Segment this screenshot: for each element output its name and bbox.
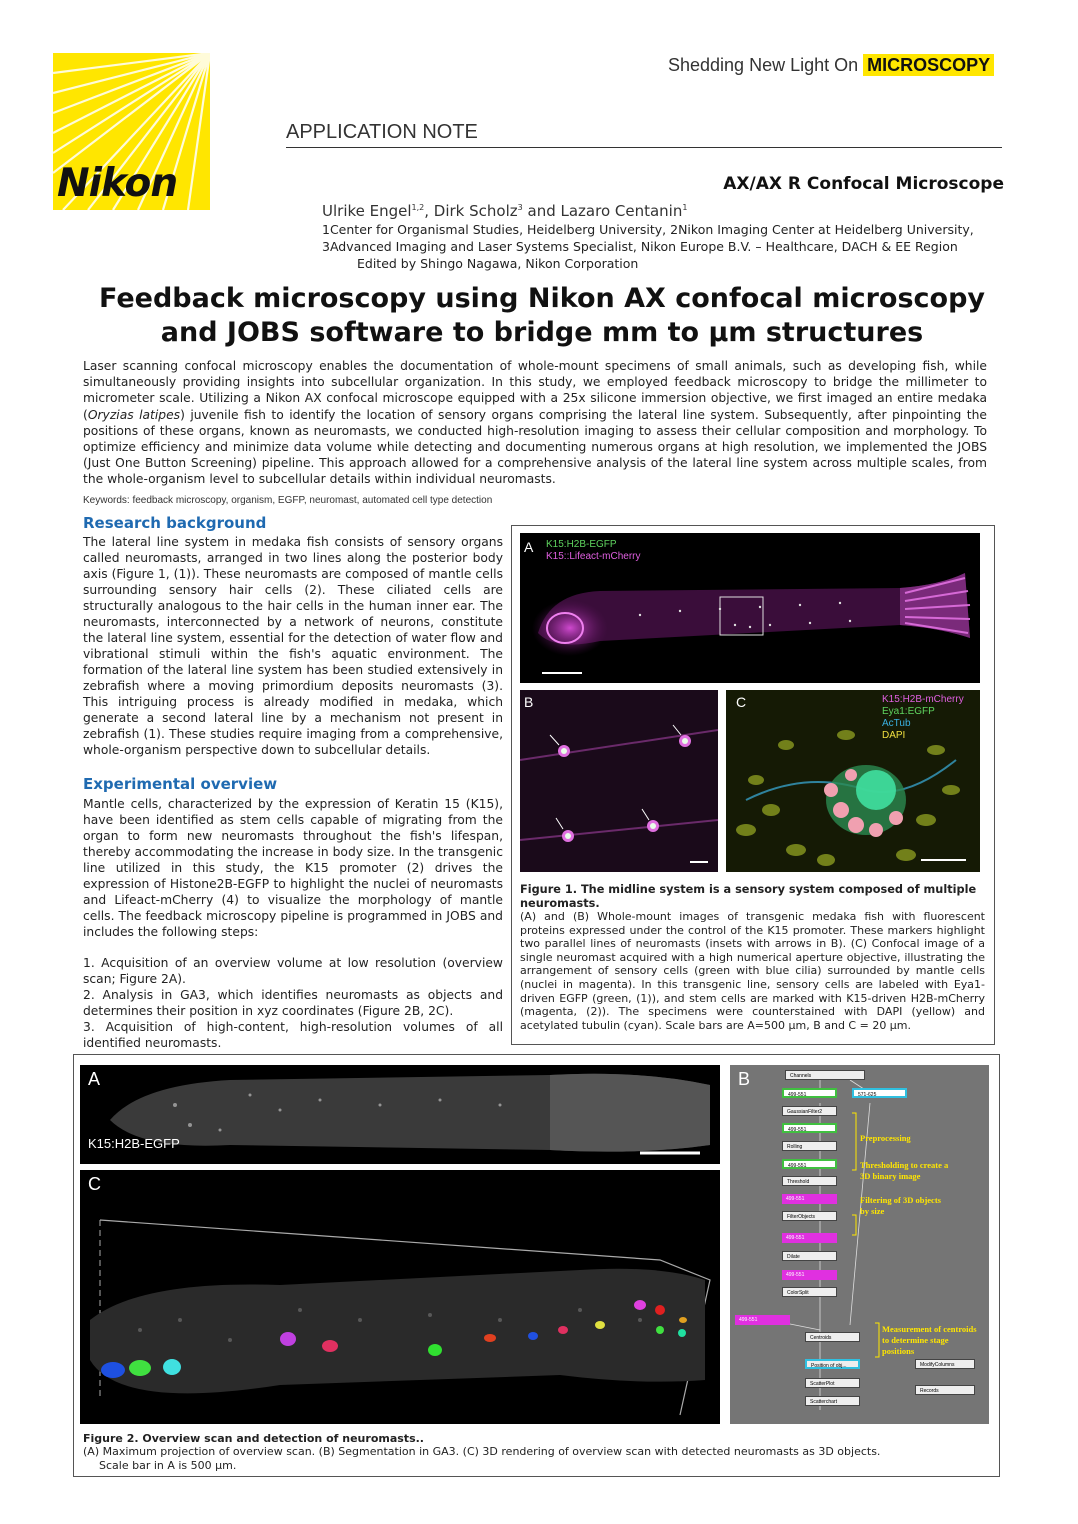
- tagline-prefix: Shedding New Light On: [668, 55, 859, 75]
- title-line-2: and JOBS software to bridge mm to µm structures: [160, 317, 924, 348]
- legend-k15-h2b-egfp: K15:H2B-EGFP: [546, 539, 617, 550]
- abstract-part-1: Laser scanning confocal microscopy enables the documentation of whole-mount specimens of small animals, such as developing fish, while simultaneously providing insights into subcellular organization. In this study, we employed feedback microscopy to bridge the millimeter to micrometer scale. Utilizing a Nikon AX confocal microscope equipped with a 25x silicone immersion objective, we first imaged an entire medaka (: [83, 359, 987, 422]
- figure-1-label-c: C: [736, 694, 747, 710]
- annotation-centroids-1: Measurement of centroids: [882, 1324, 977, 1334]
- research-text: The lateral line system in medaka fish consists of sensory organs called neuromasts, arranged in two lines along the posterior body axis (Figure 1, (1)). These neuromasts are composed of mantle cells surrounding sensory hair cells (2). These ciliated cells are structurally analogous to the hair cells in the human inner ear. The neuromasts, interconnected by a network of neurons, constitute the lateral line system, essential for the detection of water flow and vibrational stimuli within the fish's aquatic environment. The formation of the lateral line system has been studied extensively in zebrafish where a moving primordium deposits neuromasts (3). This intriguing process is already modified in medaka, which generate a second lateral line by a mechanism not present in zebrafish (1). These studies require imaging from a comprehensive, whole-organism perspective down to subcellular details.: [83, 535, 503, 757]
- editor: Edited by Shingo Nagawa, Nikon Corporation: [357, 256, 639, 271]
- legend-k15-lifeact-mcherry: K15::Lifeact-mCherry: [546, 551, 641, 562]
- document-type: APPLICATION NOTE: [286, 121, 478, 143]
- title-line-1: Feedback microscopy using Nikon AX confocal microscopy: [98, 283, 986, 314]
- authors: Ulrike Engel$^{1,2}$, Dirk Scholz$^3$ and Lazaro Centanin$^1$: [322, 202, 688, 220]
- figure-2-caption-title: Figure 2. Overview scan and detection of neuromasts..: [83, 1432, 424, 1445]
- legend-actub: AcTub: [882, 718, 911, 729]
- step-2: 2. Analysis in GA3, which identifies neuromasts as objects and determines their position in xyz coordinates (Figure 2B, 2C).: [83, 988, 503, 1018]
- annotation-centroids-3: positions: [882, 1346, 915, 1356]
- annotation-filter-2: by size: [860, 1206, 885, 1216]
- abstract: [83, 358, 987, 488]
- figure-2-label-b: B: [738, 1069, 751, 1089]
- flow-node-ch1: 499-551: [782, 1088, 837, 1098]
- figure-1-label-b: B: [524, 694, 534, 710]
- product-name: AX/AX R Confocal Microscope: [723, 174, 1004, 194]
- flow-node-modify: ModifyColumns: [915, 1359, 975, 1369]
- figure-1-panel-b: [520, 690, 718, 872]
- flow-node-dilate: Dilate: [782, 1251, 837, 1261]
- tagline-highlight: MICROSCOPY: [863, 54, 994, 76]
- header-divider: [286, 147, 1002, 148]
- flow-node-centroids: Centroids: [805, 1332, 860, 1342]
- flow-node-2: 499-551: [782, 1123, 837, 1133]
- annotation-centroids-2: to determine stage: [882, 1335, 949, 1345]
- figure-2-panel-a: [80, 1065, 720, 1164]
- flow-connectors-icon: [730, 1065, 989, 1424]
- page-title: [60, 282, 1024, 350]
- flow-node-rolling: Rolling: [782, 1141, 837, 1151]
- label-k15-h2b-egfp: K15:H2B-EGFP: [88, 1136, 180, 1151]
- experimental-text: Mantle cells, characterized by the expression of Keratin 15 (K15), have been identified as stem cells capable of migrating from the organ to form new neuromasts throughout the fish's lifespan, thereby accommodating the increase in body size. In the transgenic line utilized in this study, the K15 promoter (2) drives the expression of Histone2B-EGFP to highlight the nuclei of neuromasts and Lifeact-mCherry (4) to visualize the morphology of mantle cells. The feedback microscopy pipeline is programmed in JOBS and includes the following steps:: [83, 797, 503, 939]
- abstract-part-2: ) juvenile fish to identify the location of sensory organs comprising the lateral line system. Subsequently, after pinpointing the positions of these organs, known as neuromasts, we conducted high-resolution imaging to assess their cellular composition and morphology. To optimize efficiency and minimize data volume while detecting and documenting numerous organs at high resolution, we implemented the JOBS (Just One Button Screening) pipeline. This approach allowed for a comprehensive analysis of the lateral line system across multiple scales, from the whole-organism level to subcellular details within individual neuromasts.: [83, 407, 987, 487]
- figure-1-panel-c: [726, 690, 980, 872]
- nikon-logo: [53, 53, 210, 210]
- single-neuromast-icon: [726, 690, 980, 872]
- flow-node-6: 499-551: [782, 1194, 837, 1204]
- flow-node-8: 499-551: [782, 1233, 837, 1243]
- legend-k15-h2b-mcherry: K15:H2B-mCherry: [882, 694, 964, 705]
- figure-2-caption-line-1: (A) Maximum projection of overview scan. (B) Segmentation in GA3. (C) 3D rendering of overview scan with detected neuromasts as 3D objects.: [83, 1445, 881, 1458]
- flow-node-position: Position of obj...: [805, 1359, 860, 1369]
- neuromast-lines-icon: [520, 690, 718, 872]
- figure-2-caption-line-2: Scale bar in A is 500 µm.: [99, 1459, 237, 1472]
- affiliation-1: 1Center for Organismal Studies, Heidelberg University, 2Nikon Imaging Center at Heidelberg University,: [322, 222, 974, 237]
- affiliation-2: 3Advanced Imaging and Laser Systems Specialist, Nikon Europe B.V. – Healthcare, DACH & EE Region: [322, 239, 958, 254]
- logo-wordmark: Nikon: [57, 161, 178, 206]
- flow-node-channels: Channels: [785, 1070, 865, 1080]
- flow-node-4: 499-551: [782, 1159, 837, 1169]
- keywords: Keywords: feedback microscopy, organism, EGFP, neuromast, automated cell type detection: [83, 495, 493, 506]
- flow-node-gaussian: GaussianFilter2: [782, 1106, 837, 1116]
- abstract-species: Oryzias latipes: [87, 407, 181, 422]
- annotation-threshold-1: Thresholding to create a: [860, 1160, 949, 1170]
- step-1: 1. Acquisition of an overview volume at low resolution (overview scan; Figure 2A).: [83, 956, 503, 986]
- flow-node-filter: FilterObjects: [782, 1211, 837, 1221]
- figure-1-panel-a: [520, 533, 980, 683]
- figure-2-caption: [83, 1445, 983, 1473]
- flow-node-10: 499-551: [782, 1270, 837, 1280]
- figure-1-caption: (A) and (B) Whole-mount images of transgenic medaka fish with fluorescent proteins expressed under the control of the K15 promoter. These markers highlight two parallel lines of neuromasts (insets with arrows in B). (C) Confocal image of a single neuromast acquired with a high numerical aperture objective, illustrating the arrangement of sensory cells (green with blue cilia) surrounded by mantle cells (nuclei in magenta). In this transgenic line, sensory cells are labeled with Eya1-driven EGFP (green, (1)), and stem cells are marked with K15-driven H2B-mCherry (magenta, (2)). The specimens were counterstained with DAPI (yellow) and acetylated tubulin (cyan). Scale bars are A=500 µm, B and C = 20 µm.: [520, 910, 985, 1032]
- step-3: 3. Acquisition of high-content, high-resolution volumes of all identified neuromasts.: [83, 1020, 503, 1050]
- figure-2-panel-b: [730, 1065, 989, 1424]
- flow-node-12: 499-551: [735, 1315, 790, 1325]
- figure-2-panel-c: [80, 1170, 720, 1424]
- flow-node-records: Records: [915, 1385, 975, 1395]
- flow-node-ch2: 571-625: [852, 1088, 907, 1098]
- flow-node-colorsplit: ColorSplit: [782, 1287, 837, 1297]
- research-heading: Research background: [83, 514, 267, 532]
- figure-1-caption-title: Figure 1. The midline system is a sensory system composed of multiple neuromasts.: [520, 883, 977, 910]
- 3d-rendering-icon: [80, 1170, 720, 1424]
- flow-node-threshold: Threshold: [782, 1176, 837, 1186]
- legend-eya1-egfp: Eya1:EGFP: [882, 706, 935, 717]
- flow-node-scatterchart: Scatterchart: [805, 1396, 860, 1406]
- annotation-filter-1: Filtering of 3D objects: [860, 1195, 941, 1205]
- annotation-threshold-2: 3D binary image: [860, 1171, 921, 1181]
- figure-1-label-a: A: [524, 539, 534, 555]
- tagline: [668, 55, 994, 76]
- figure-2-label-a: A: [88, 1069, 101, 1089]
- figure-2-label-c: C: [88, 1174, 101, 1194]
- experimental-heading: Experimental overview: [83, 775, 278, 793]
- annotation-preprocessing: Preprocessing: [860, 1133, 911, 1143]
- flow-node-scatterplot: ScatterPlot: [805, 1378, 860, 1388]
- legend-dapi: DAPI: [882, 730, 906, 741]
